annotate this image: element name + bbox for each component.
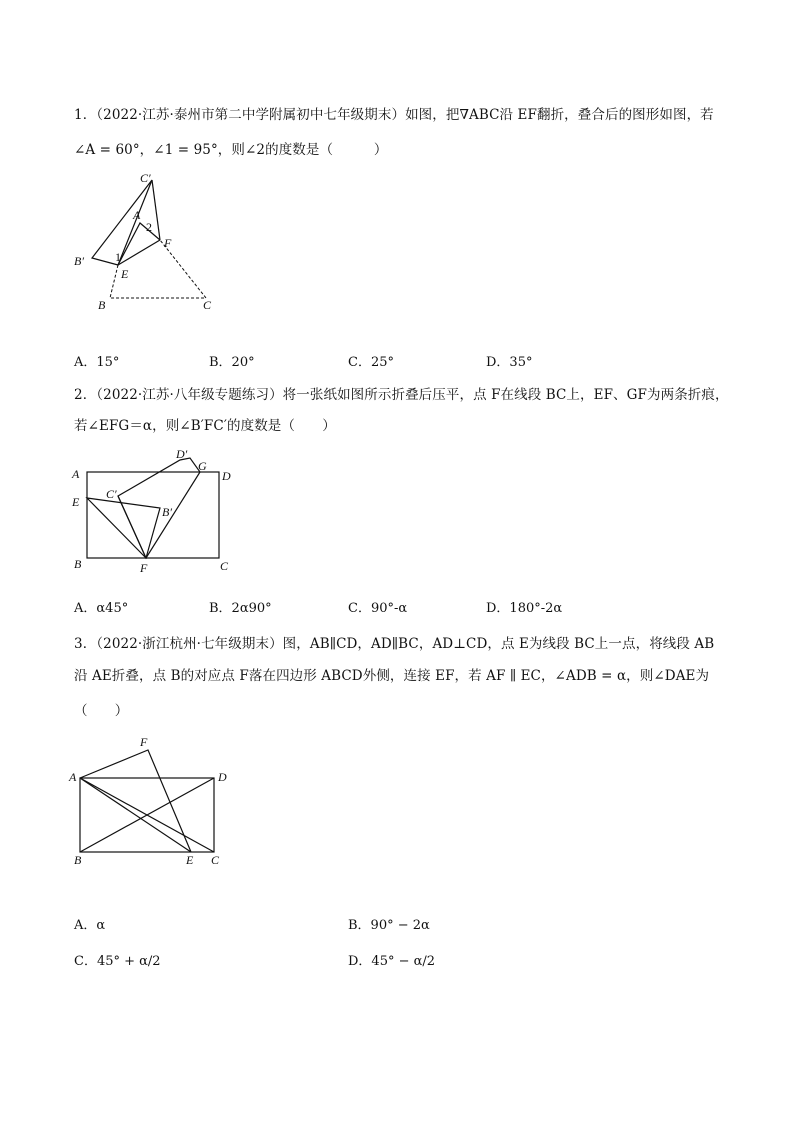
q3-option-b[interactable]: B．90° − 2α (348, 918, 430, 933)
q3-stem-line3: （ ） (74, 703, 129, 719)
q1-label-f: F (164, 236, 172, 250)
q2-rectangle (87, 472, 219, 558)
q1-folded-triangle (92, 180, 152, 265)
q3-fold-afe (80, 750, 191, 852)
q2-option-b[interactable]: B．2α90° (209, 601, 272, 616)
q2-stem-line2: 若∠EFG＝α，则∠B′FC′的度数是（ ） (74, 418, 336, 434)
q2-label-f: F (140, 561, 148, 575)
q2-label-d-prime: D′ (176, 447, 188, 461)
q3-option-c[interactable]: C．45° + α/2 (74, 954, 161, 969)
q3-label-c: C (211, 853, 220, 867)
q2-label-e: E (72, 495, 80, 509)
q1-label-2: 2 (146, 220, 152, 234)
q2-paper-fold-figure (66, 440, 246, 580)
q1-option-c[interactable]: C．25° (348, 355, 394, 370)
q2-option-d[interactable]: D．180°-2α (486, 601, 563, 616)
q1-label-c-prime: C′ (140, 171, 151, 185)
q1-option-b[interactable]: B．20° (209, 355, 255, 370)
q1-label-e: E (121, 267, 129, 281)
q1-option-a[interactable]: A．15° (74, 355, 120, 370)
q1-label-b-prime: B′ (74, 254, 84, 268)
q2-label-d: D (222, 469, 231, 483)
q2-label-b-prime: B′ (162, 505, 172, 519)
q2-label-g: G (198, 459, 207, 473)
q3-option-a[interactable]: A．α (74, 918, 106, 933)
q2-label-c: C (220, 559, 229, 573)
q3-label-a: A (69, 770, 77, 784)
q1-label-b: B (98, 298, 106, 312)
q1-label-c: C (203, 298, 212, 312)
q2-option-c[interactable]: C．90°-α (348, 601, 408, 616)
q1-triangle-fold-figure (60, 165, 240, 315)
q3-label-f: F (140, 735, 148, 749)
q2-stem-line1: 2．（2022·江苏·八年级专题练习）将一张纸如图所示折叠后压平，点 F在线段 BC上，EF、GF为两条折痕， (74, 387, 729, 403)
q3-label-d: D (218, 770, 227, 784)
q3-label-b: B (74, 853, 82, 867)
q3-stem-line1: 3．（2022·浙江杭州·七年级期末）图，AB∥CD，AD∥BC，AD⊥CD，点 E为线段 BC上一点，将线段 AB (74, 636, 715, 652)
q3-label-e: E (186, 853, 194, 867)
q1-stem-line2: ∠A = 60°，∠1 = 95°，则∠2的度数是（ ） (74, 142, 388, 158)
q1-label-1: 1 (115, 250, 121, 264)
q3-stem-line2: 沿 AE折叠，点 B的对应点 F落在四边形 ABCD外侧，连接 EF，若 AF ∥ EC，∠ADB = α，则∠DAE为 (74, 668, 710, 684)
q2-label-c-prime: C′ (106, 487, 117, 501)
q1-label-a: A (133, 208, 141, 222)
q1-option-d[interactable]: D．35° (486, 355, 533, 370)
q1-stem-line1: 1．（2022·江苏·泰州市第二中学附属初中七年级期末）如图，把∇ABC沿 EF翻折，叠合后的图形如图，若 (74, 107, 714, 123)
q2-label-a: A (72, 467, 80, 481)
q2-label-b: B (74, 557, 82, 571)
q2-option-a[interactable]: A．α45° (74, 601, 129, 616)
q3-option-d[interactable]: D．45° − α/2 (348, 954, 436, 969)
q3-rectangle-fold-figure (64, 733, 244, 873)
